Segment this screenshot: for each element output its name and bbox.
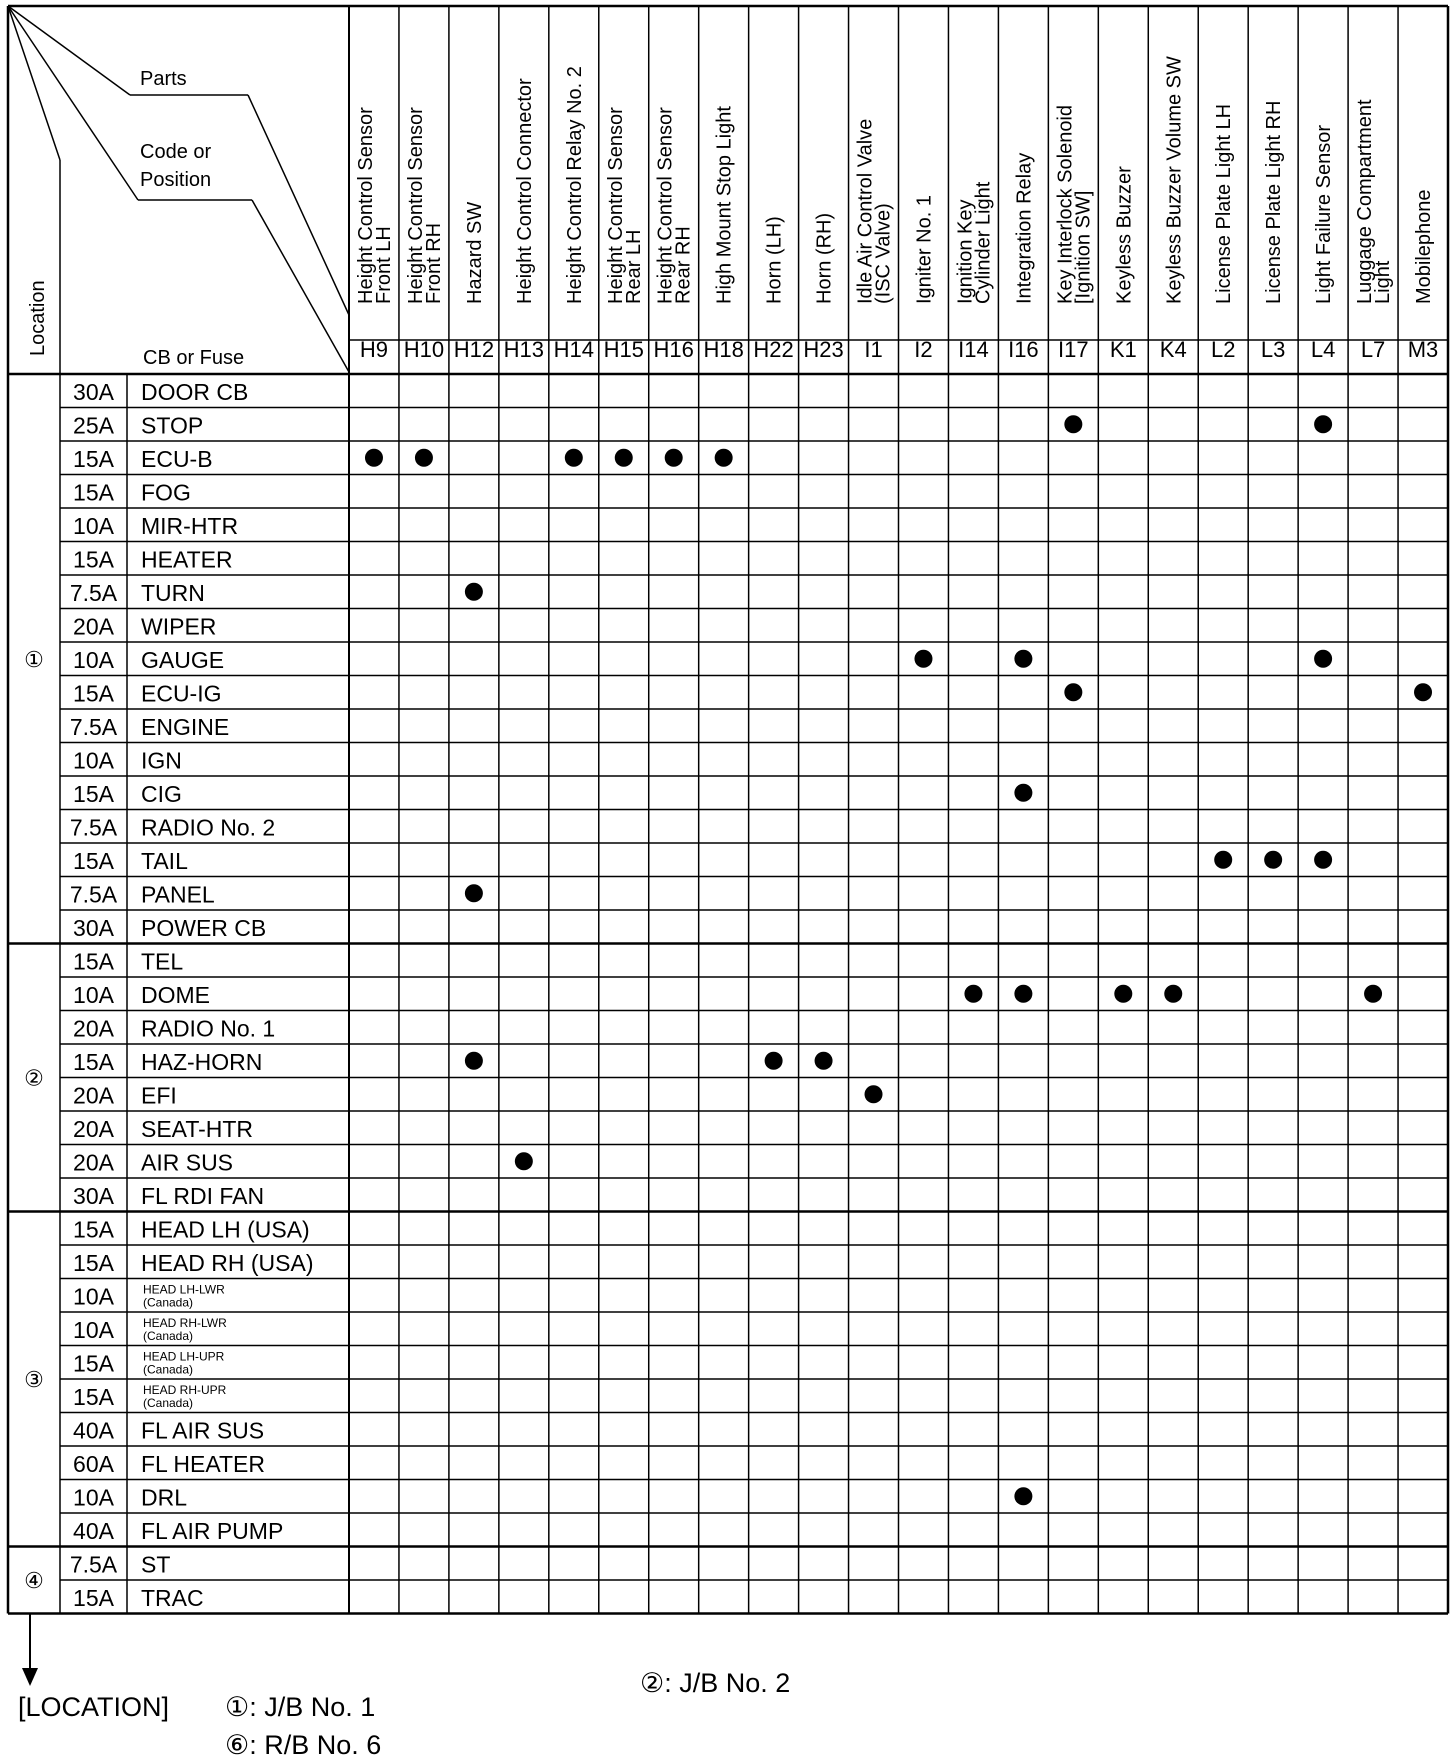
- fuse-amperage: 25A: [73, 412, 114, 439]
- fuse-name: WIPER: [141, 613, 217, 640]
- part-code-label: H22: [753, 337, 794, 362]
- fuse-amperage: 30A: [73, 1183, 114, 1209]
- diagonal-code-drop: [252, 200, 349, 372]
- part-name-label: Cylinder Light: [972, 181, 995, 304]
- part-name-label: Luggage Compartment: [1354, 99, 1377, 304]
- fuse-amperage: 60A: [73, 1451, 114, 1477]
- fuse-amperage: 40A: [73, 1417, 114, 1444]
- fuse-name: FL AIR PUMP: [141, 1518, 284, 1544]
- legend-item-rb6: ⑥: R/B No. 6: [225, 1730, 382, 1760]
- fuse-name: FL AIR SUS: [141, 1417, 265, 1444]
- fuse-amperage: 30A: [73, 915, 114, 941]
- fuse-amperage: 15A: [73, 680, 114, 707]
- connection-dot: [1014, 1487, 1032, 1505]
- connection-dot: [1064, 415, 1082, 433]
- fuse-name-note: (Canada): [143, 1396, 194, 1410]
- part-name-label: High Mount Stop Light: [713, 106, 736, 304]
- fuse-name: GAUGE: [141, 647, 225, 673]
- fuse-name: HEAD RH-UPR: [143, 1383, 227, 1397]
- parts-label: Parts: [140, 68, 187, 90]
- fuse-amperage: 7.5A: [69, 714, 118, 740]
- connection-dot: [615, 449, 633, 467]
- fuse-name: ST: [141, 1551, 171, 1578]
- fuse-name: IGN: [141, 747, 182, 774]
- connection-dot: [1364, 985, 1382, 1003]
- part-code-label: H9: [359, 337, 389, 362]
- fuse-amperage: 15A: [73, 948, 114, 975]
- fuse-name-note: (Canada): [143, 1295, 194, 1310]
- connection-dot: [1014, 650, 1032, 668]
- part-name-label: Rear RH: [672, 226, 695, 304]
- part-name-label: Horn (LH): [763, 216, 786, 304]
- fuse-amperage: 15A: [73, 1350, 114, 1377]
- part-name-label: Hazard SW: [463, 201, 486, 304]
- fuse-name: FL HEATER: [141, 1451, 265, 1477]
- part-name-label: Keyless Buzzer: [1113, 166, 1136, 304]
- diagonal-code: [8, 6, 138, 200]
- fuse-amperage: 20A: [73, 1116, 114, 1142]
- fuse-name: TAIL: [141, 848, 188, 874]
- fuse-name: MIR-HTR: [141, 513, 239, 539]
- location-header-label: Location: [27, 280, 49, 356]
- part-name-label: Integration Relay: [1013, 152, 1036, 304]
- fuse-amperage: 10A: [73, 1283, 114, 1310]
- connection-dot: [1214, 851, 1232, 869]
- connection-dot: [1114, 985, 1132, 1003]
- location-symbol: ④: [24, 1568, 44, 1593]
- fuse-amperage: 15A: [73, 1250, 114, 1276]
- fuse-amperage: 15A: [73, 781, 114, 807]
- part-code-label: L4: [1310, 337, 1336, 362]
- connection-dot: [465, 583, 483, 601]
- fuse-name: CIG: [141, 781, 182, 807]
- fuse-amperage: 10A: [73, 647, 114, 673]
- fuse-amperage: 20A: [73, 1082, 114, 1109]
- part-name-label: Mobilephone: [1413, 189, 1436, 304]
- fuse-name: FOG: [141, 479, 191, 506]
- fuse-name: SEAT-HTR: [141, 1116, 254, 1142]
- fuse-amperage: 15A: [73, 1384, 114, 1410]
- fuse-name: EFI: [141, 1082, 177, 1109]
- fuse-amperage: 20A: [73, 1015, 114, 1042]
- part-name-label: Rear LH: [622, 229, 645, 304]
- part-name-label: Horn (RH): [813, 212, 836, 304]
- part-code-label: I1: [864, 337, 883, 362]
- connection-dot: [715, 449, 733, 467]
- part-name-label: (ISC Valve): [872, 203, 895, 304]
- fuse-name: TURN: [141, 580, 205, 606]
- location-arrow-head: [22, 1668, 38, 1686]
- fuse-amperage: 10A: [73, 1317, 114, 1343]
- fuse-name: RADIO No. 2: [141, 814, 276, 841]
- fuse-amperage: 15A: [73, 446, 114, 472]
- fuse-amperage: 7.5A: [69, 814, 118, 841]
- fuse-amperage: 20A: [73, 1149, 114, 1176]
- legend-title: [LOCATION]: [18, 1692, 170, 1722]
- part-name-label: Light Failure Sensor: [1313, 125, 1336, 304]
- fuse-amperage: 15A: [73, 1585, 114, 1611]
- fuse-amperage: 20A: [73, 613, 114, 640]
- part-name-label: Idle Air Control Valve: [854, 118, 877, 304]
- fuse-amperage: 15A: [73, 848, 114, 874]
- location-symbol: ①: [24, 646, 44, 672]
- fuse-name: HAZ-HORN: [141, 1049, 263, 1075]
- fuse-amperage: 40A: [73, 1518, 114, 1544]
- connection-dot: [565, 449, 583, 467]
- connection-dot: [1314, 650, 1332, 668]
- fuse-amperage: 15A: [73, 546, 114, 573]
- fuse-name: HEATER: [141, 546, 233, 573]
- part-name-label: Height Control Connector: [513, 78, 536, 304]
- part-name-label: Ignition Key: [954, 199, 977, 304]
- fuse-amperage: 30A: [73, 379, 114, 405]
- fuse-amperage: 15A: [73, 1216, 114, 1243]
- connection-dot: [765, 1052, 783, 1070]
- fuse-name-note: (Canada): [143, 1329, 194, 1343]
- part-code-label: L7: [1360, 337, 1386, 362]
- fuse-amperage: 7.5A: [69, 881, 118, 908]
- fuse-name: HEAD RH-LWR: [143, 1316, 227, 1330]
- fuse-name: ENGINE: [141, 714, 230, 740]
- connection-dot: [865, 1085, 883, 1103]
- part-code-label: H10: [403, 337, 445, 362]
- connection-dot: [465, 1052, 483, 1070]
- fuse-name: STOP: [141, 412, 204, 439]
- fuse-name: ECU-IG: [141, 680, 222, 707]
- part-code-label: I2: [914, 337, 933, 362]
- fuse-amperage: 10A: [73, 1484, 114, 1511]
- part-code-label: I14: [958, 337, 989, 362]
- part-code-label: K4: [1159, 337, 1187, 362]
- code-label-line1: Code or: [140, 141, 212, 163]
- fuse-name: TRAC: [141, 1585, 204, 1611]
- part-code-label: M3: [1407, 337, 1439, 362]
- part-code-label: H14: [553, 337, 594, 362]
- part-code-label: H13: [503, 337, 545, 362]
- connection-dot: [1064, 683, 1082, 701]
- connection-dot: [515, 1152, 533, 1170]
- fuse-name: DOME: [141, 982, 210, 1008]
- fuse-name: RADIO No. 1: [141, 1015, 276, 1042]
- fuse-name: DRL: [141, 1484, 188, 1511]
- part-code-label: H23: [803, 337, 844, 362]
- fuse-name: POWER CB: [141, 915, 267, 941]
- legend-item-jb1: ①: J/B No. 1: [225, 1692, 376, 1722]
- part-code-label: H12: [453, 337, 495, 362]
- part-name-label: Height Control Sensor: [654, 107, 677, 304]
- diagonal-location: [8, 6, 60, 160]
- connection-dot: [964, 985, 982, 1003]
- fuse-name-note: (Canada): [143, 1362, 194, 1377]
- connection-dot: [465, 884, 483, 902]
- part-name-label: Height Control Relay No. 2: [563, 66, 586, 304]
- part-name-label: Keyless Buzzer Volume SW: [1163, 56, 1186, 304]
- fuse-amperage: 7.5A: [69, 1551, 118, 1578]
- fuse-name: HEAD LH-LWR: [143, 1282, 225, 1297]
- connection-dot: [665, 449, 683, 467]
- location-symbol: ③: [24, 1367, 44, 1392]
- connection-dot: [415, 449, 433, 467]
- fuse-name: HEAD LH (USA): [141, 1216, 310, 1243]
- fuse-name: PANEL: [141, 881, 215, 908]
- fuse-name: TEL: [141, 948, 184, 975]
- fuse-amperage: 7.5A: [69, 580, 118, 606]
- part-code-label: L3: [1260, 337, 1286, 362]
- connection-dot: [1314, 415, 1332, 433]
- connection-dot: [1264, 851, 1282, 869]
- code-label-line2: Position: [140, 169, 212, 191]
- location-symbol: ②: [24, 1065, 44, 1091]
- part-name-label: Igniter No. 1: [913, 195, 936, 304]
- fuse-amperage: 10A: [73, 513, 114, 539]
- fuse-amperage: 15A: [73, 479, 114, 506]
- connection-dot: [365, 449, 383, 467]
- part-code-label: K1: [1109, 337, 1137, 362]
- part-code-label: H15: [603, 337, 644, 362]
- connection-dot: [1314, 851, 1332, 869]
- part-name-label: Height Control Sensor: [404, 107, 427, 304]
- part-code-label: H18: [703, 337, 744, 362]
- part-name-label: Front RH: [422, 222, 445, 304]
- connection-dot: [1414, 683, 1432, 701]
- connection-dot: [1164, 985, 1182, 1003]
- fuse-name: HEAD LH-UPR: [143, 1349, 225, 1364]
- part-name-label: Light: [1372, 260, 1395, 304]
- fuse-amperage: 15A: [73, 1049, 114, 1075]
- fuse-name: FL RDI FAN: [141, 1183, 265, 1209]
- fuse-name: HEAD RH (USA): [141, 1250, 314, 1276]
- part-name-label: Height Control Sensor: [354, 107, 377, 304]
- fuse-name: ECU-B: [141, 446, 213, 472]
- part-name-label: License Plate Light RH: [1263, 100, 1286, 304]
- part-name-label: License Plate Light LH: [1213, 103, 1236, 304]
- diagonal-parts: [8, 6, 130, 95]
- part-code-label: H16: [653, 337, 694, 362]
- connection-dot: [815, 1052, 833, 1070]
- part-name-label: Key Interlock Solenoid: [1054, 104, 1077, 304]
- connection-dot: [1014, 985, 1032, 1003]
- fuse-amperage: 10A: [73, 982, 114, 1008]
- part-name-label: [Ignition SW]: [1072, 190, 1095, 304]
- fuse-name: AIR SUS: [141, 1149, 234, 1176]
- part-code-label: I16: [1008, 337, 1039, 362]
- connection-dot: [914, 650, 932, 668]
- legend-item-jb2: ②: J/B No. 2: [640, 1668, 791, 1698]
- fuse-amperage: 10A: [73, 747, 114, 774]
- part-name-label: Height Control Sensor: [604, 107, 627, 304]
- part-code-label: I17: [1058, 337, 1089, 362]
- fuse-header-label: CB or Fuse: [143, 347, 245, 369]
- part-name-label: Front LH: [372, 226, 395, 304]
- connection-dot: [1014, 784, 1032, 802]
- fuse-name: DOOR CB: [141, 379, 249, 405]
- part-code-label: L2: [1210, 337, 1236, 362]
